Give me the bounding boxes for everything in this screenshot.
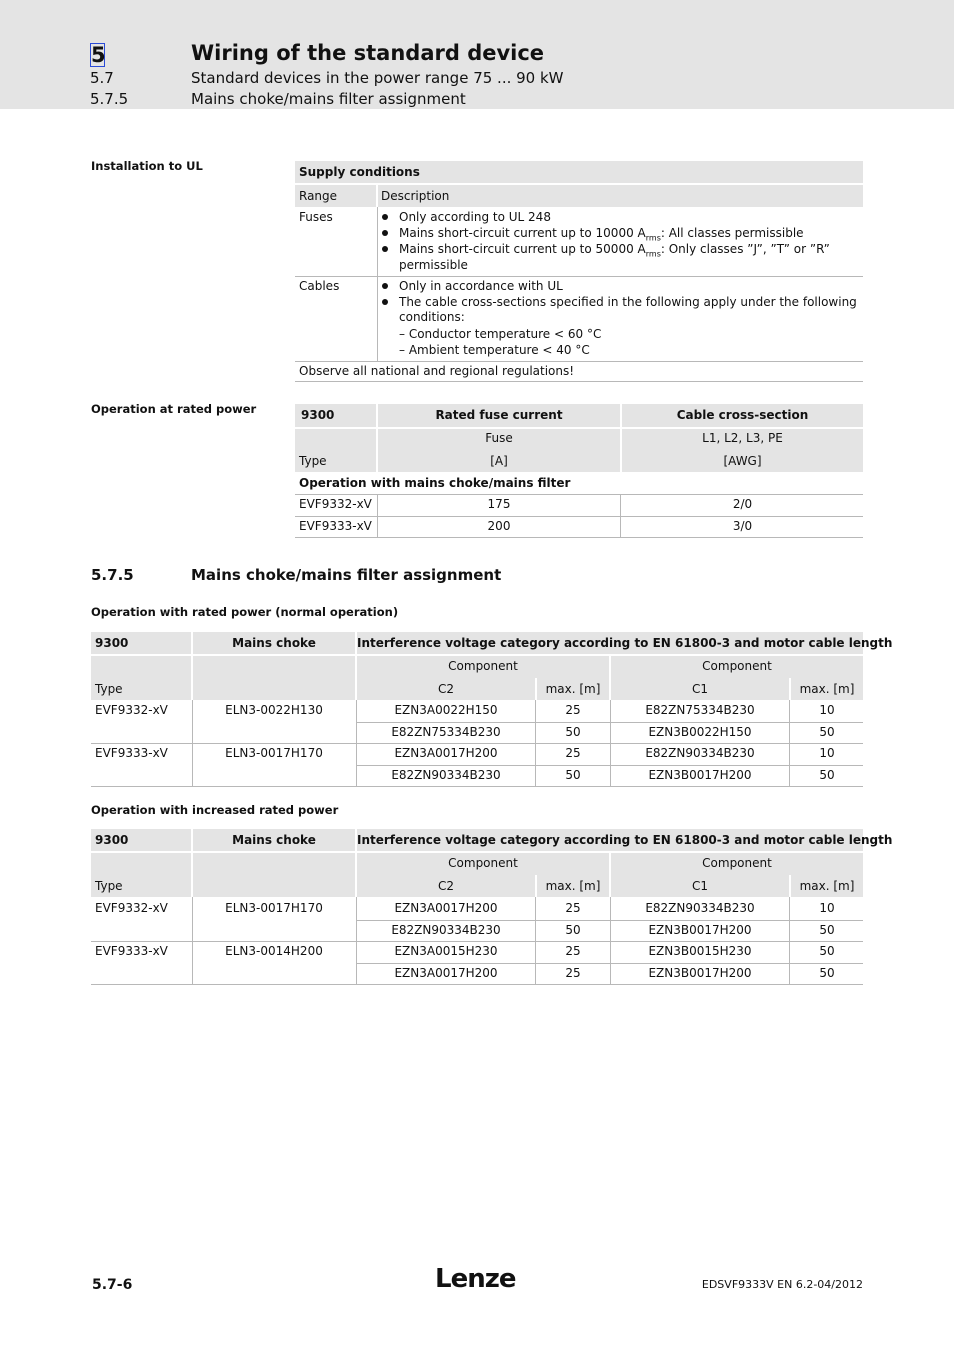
- rated-h-fuse: Rated fuse current: [435, 408, 563, 422]
- normal-row-type: EVF9332-xV: [95, 703, 168, 717]
- lenze-logo: Lenze: [435, 1264, 516, 1294]
- increased-h-component: Component: [702, 856, 772, 870]
- rated-section: Operation with mains choke/mains filter: [299, 476, 571, 490]
- increased-row-choke: ELN3-0014H200: [225, 944, 323, 958]
- rated-row-cable: 2/0: [732, 497, 753, 511]
- normal-row-c2: EZN3A0022H150: [394, 703, 498, 717]
- ul-fuse-item: Mains short-circuit current up to 10000 $A_{rms}$: All classes permissible: [399, 226, 804, 243]
- normal-h-component: Component: [448, 659, 518, 673]
- increased-row-c2: EZN3A0017H200: [394, 901, 498, 915]
- increased-h-c1: C1: [691, 879, 708, 893]
- normal-row-c1m: 10: [819, 746, 835, 760]
- normal-h-c2: C2: [437, 682, 454, 696]
- increased-row-c2m: 25: [565, 966, 581, 980]
- rated-u-cable: [AWG]: [723, 454, 762, 468]
- increased-row-c1: EZN3B0017H200: [648, 923, 752, 937]
- ul-cable-subitem: – Conductor temperature < 60 °C: [399, 327, 602, 341]
- normal-h-type: Type: [95, 682, 123, 696]
- ul-cable-item: The cable cross-sections specified in the following apply under the following: [399, 295, 857, 309]
- increased-h-type: Type: [95, 879, 123, 893]
- increased-row-c1: EZN3B0015H230: [648, 944, 752, 958]
- normal-row-c1: E82ZN90334B230: [645, 746, 755, 760]
- normal-h-interference: Interference voltage category according to EN 61800-3 and motor cable length: [357, 636, 893, 650]
- section-heading-number: 5.7.5: [91, 566, 134, 584]
- increased-h-max: max. [m]: [545, 879, 601, 893]
- ul-fuse-item: Only according to UL 248: [399, 210, 551, 224]
- rated-label: Operation at rated power: [91, 402, 257, 416]
- bullet-icon: [382, 214, 388, 220]
- normal-row-c2m: 50: [565, 725, 581, 739]
- normal-h-max: max. [m]: [799, 682, 855, 696]
- rated-h-9300: 9300: [301, 408, 335, 422]
- normal-h-9300: 9300: [95, 636, 129, 650]
- normal-h-component: Component: [702, 659, 772, 673]
- normal-row-c2: E82ZN90334B230: [391, 768, 501, 782]
- increased-row-c1m: 10: [819, 901, 835, 915]
- section-title: Standard devices in the power range 75 ... 90 kW: [191, 69, 564, 87]
- increased-h-component: Component: [448, 856, 518, 870]
- increased-row-c1: E82ZN90334B230: [645, 901, 755, 915]
- increased-h-choke: Mains choke: [232, 833, 316, 847]
- increased-row-c2m: 50: [565, 923, 581, 937]
- normal-row-c2m: 25: [565, 703, 581, 717]
- ul-fuses-label: Fuses: [299, 210, 333, 224]
- normal-row-c1m: 50: [819, 768, 835, 782]
- increased-label: Operation with increased rated power: [91, 803, 339, 817]
- ul-cable-item-cont: conditions:: [399, 310, 465, 324]
- rated-type: Type: [299, 454, 327, 468]
- normal-row-c2m: 50: [565, 768, 581, 782]
- increased-row-c1m: 50: [819, 966, 835, 980]
- normal-h-c1: C1: [691, 682, 708, 696]
- normal-row-c2: E82ZN75334B230: [391, 725, 501, 739]
- chapter-title: Wiring of the standard device: [191, 41, 545, 65]
- increased-row-c2m: 25: [565, 901, 581, 915]
- normal-label: Operation with rated power (normal operation): [91, 605, 399, 619]
- rated-u-fuse: [A]: [490, 454, 508, 468]
- subsection-title: Mains choke/mains filter assignment: [191, 90, 466, 108]
- ul-cable-item: Only in accordance with UL: [399, 279, 563, 293]
- document-id: EDSVF9333V EN 6.2-04/2012: [701, 1278, 863, 1291]
- increased-h-c2: C2: [437, 879, 454, 893]
- normal-row-choke: ELN3-0017H170: [225, 746, 323, 760]
- rated-row-type: EVF9332-xV: [299, 497, 372, 511]
- bullet-icon: [382, 230, 388, 236]
- increased-h-max: max. [m]: [799, 879, 855, 893]
- bullet-icon: [382, 299, 388, 305]
- increased-row-c2: EZN3A0015H230: [394, 944, 498, 958]
- normal-row-choke: ELN3-0022H130: [225, 703, 323, 717]
- increased-row-c1m: 50: [819, 923, 835, 937]
- normal-row-c1: EZN3B0022H150: [648, 725, 752, 739]
- increased-h-interference: Interference voltage category according to EN 61800-3 and motor cable length: [357, 833, 893, 847]
- section-number: 5.7: [90, 69, 114, 87]
- normal-row-c1m: 50: [819, 725, 835, 739]
- rated-row-cable: 3/0: [732, 519, 753, 533]
- normal-row-c1: EZN3B0017H200: [648, 768, 752, 782]
- increased-row-c2m: 25: [565, 944, 581, 958]
- increased-row-c2: E82ZN90334B230: [391, 923, 501, 937]
- normal-row-type: EVF9333-xV: [95, 746, 168, 760]
- rated-s-cable: L1, L2, L3, PE: [702, 431, 783, 445]
- increased-row-type: EVF9332-xV: [95, 901, 168, 915]
- normal-row-c2m: 25: [565, 746, 581, 760]
- increased-row-c1: EZN3B0017H200: [648, 966, 752, 980]
- normal-row-c2: EZN3A0017H200: [394, 746, 498, 760]
- bullet-icon: [382, 283, 388, 289]
- ul-fuse-item: Mains short-circuit current up to 50000 $A_{rms}$: Only classes ”J”, ”T” or ”R”: [399, 242, 830, 259]
- normal-h-choke: Mains choke: [232, 636, 316, 650]
- normal-h-max: max. [m]: [545, 682, 601, 696]
- increased-row-type: EVF9333-xV: [95, 944, 168, 958]
- ul-cables-label: Cables: [299, 279, 340, 293]
- bullet-icon: [382, 246, 388, 252]
- ul-fuse-item-cont: permissible: [399, 258, 468, 272]
- rated-row-fuse: 200: [487, 519, 511, 533]
- subsection-number: 5.7.5: [90, 90, 129, 108]
- rated-s-fuse: Fuse: [485, 431, 513, 445]
- increased-row-c1m: 50: [819, 944, 835, 958]
- ul-note: Observe all national and regional regulations!: [299, 364, 575, 378]
- increased-h-9300: 9300: [95, 833, 129, 847]
- chapter-number[interactable]: 5: [91, 43, 106, 67]
- normal-row-c1m: 10: [819, 703, 835, 717]
- ul-label: Installation to UL: [91, 159, 203, 173]
- ul-cable-subitem: – Ambient temperature < 40 °C: [399, 343, 590, 357]
- ul-col-range: Range: [299, 189, 338, 203]
- increased-row-c2: EZN3A0017H200: [394, 966, 498, 980]
- ul-col-description: Description: [381, 189, 450, 203]
- page-number: 5.7-6: [92, 1277, 133, 1293]
- rated-row-fuse: 175: [487, 497, 511, 511]
- section-heading-title: Mains choke/mains filter assignment: [191, 566, 502, 584]
- rated-row-type: EVF9333-xV: [299, 519, 372, 533]
- increased-row-choke: ELN3-0017H170: [225, 901, 323, 915]
- normal-row-c1: E82ZN75334B230: [645, 703, 755, 717]
- rated-h-cable: Cable cross-section: [676, 408, 809, 422]
- ul-table-title: Supply conditions: [299, 165, 420, 179]
